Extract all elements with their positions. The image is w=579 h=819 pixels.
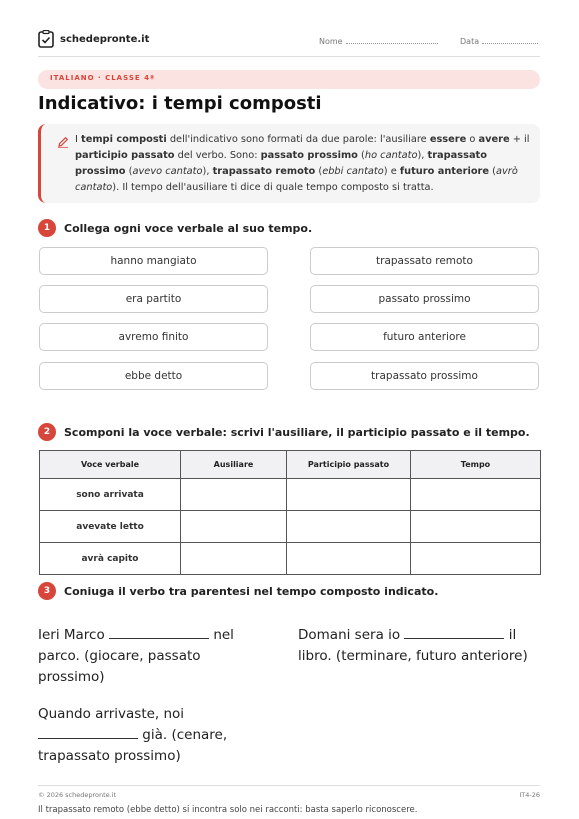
answer-cell[interactable] [181,479,287,511]
answer-cell[interactable] [181,511,287,543]
match-right-item[interactable]: trapassato prossimo [310,362,539,390]
match-left-item[interactable]: ebbe detto [39,362,268,390]
brand-name: schedepronte.it [60,33,150,45]
name-label: Nome [319,37,343,46]
match-left-item[interactable]: avremo finito [39,323,268,351]
pencil-icon [57,136,69,148]
rule-box [38,124,540,203]
brand [38,30,149,48]
answer-cell[interactable] [411,511,541,543]
verb-cell: avevate letto [40,511,181,543]
match-left-item[interactable]: era partito [39,285,268,313]
answer-cell[interactable] [287,479,411,511]
table-row [40,543,541,575]
page-title: Indicativo: i tempi composti [38,93,322,114]
checklist-icon [38,30,54,48]
column-header: Voce verbale [40,451,181,479]
answer-cell[interactable] [411,479,541,511]
header-divider [38,56,540,57]
answer-cell[interactable] [411,543,541,575]
question-text: Scomponi la voce verbale: scrivi l'ausiliare, il participio passato e il tempo. [64,425,530,439]
table-header-row [40,451,541,479]
match-right-item[interactable]: futuro anteriore [310,323,539,351]
table-row [40,479,541,511]
question-number: 3 [38,582,56,600]
decomposition-table [39,450,541,575]
question-number: 2 [38,423,56,441]
match-right-item[interactable]: passato prossimo [310,285,539,313]
fill-item: Ieri Marco nel parco. (giocare, passato prossimo) [38,627,234,685]
question-2 [38,423,530,441]
footer-note: Il trapassato remoto (ebbe detto) si incontra solo nei racconti: basta saperlo riconoscere. [38,805,418,815]
answer-cell[interactable] [181,543,287,575]
question-number: 1 [38,219,56,237]
fill-item: Domani sera io il libro. (terminare, futuro anteriore) [298,627,528,664]
question-text: Collega ogni voce verbale al suo tempo. [64,221,313,235]
match-left-item[interactable]: hanno mangiato [39,247,268,275]
column-header: Ausiliare [181,451,287,479]
copyright: © 2026 schedepronte.it [38,791,117,799]
answer-cell[interactable] [287,543,411,575]
question-1 [38,219,312,237]
subject-badge: ITALIANO · CLASSE 4ª [38,70,540,89]
answer-blank[interactable] [109,626,209,639]
footer-divider [38,785,540,786]
column-header: Participio passato [287,451,411,479]
verb-cell: sono arrivata [40,479,181,511]
match-right-item[interactable]: trapassato remoto [310,247,539,275]
verb-cell: avrà capito [40,543,181,575]
fill-item: Quando arrivaste, noi già. (cenare, trapassato prossimo) [38,706,228,764]
name-field[interactable] [319,36,438,46]
answer-cell[interactable] [287,511,411,543]
date-label: Data [460,37,480,46]
column-header: Tempo [411,451,541,479]
rule-text: I tempi composti dell'indicativo sono formati da due parole: l'ausiliare essere o avere + il participio passato del verbo. Sono: passato prossimo (ho cantato), trapassato prossimo (avevo cantato), trapassato remoto (ebbi cantato) e futuro anteriore (avrò cantato). Il tempo dell'ausiliare ti dice di quale tempo composto si tratta. [75,134,530,193]
answer-blank[interactable] [38,726,138,739]
table-row [40,511,541,543]
sheet-code: IT4-26 [519,791,540,799]
question-text: Coniuga il verbo tra parentesi nel tempo composto indicato. [64,584,439,598]
question-3 [38,582,438,600]
answer-blank[interactable] [404,626,504,639]
date-field[interactable] [460,36,538,46]
